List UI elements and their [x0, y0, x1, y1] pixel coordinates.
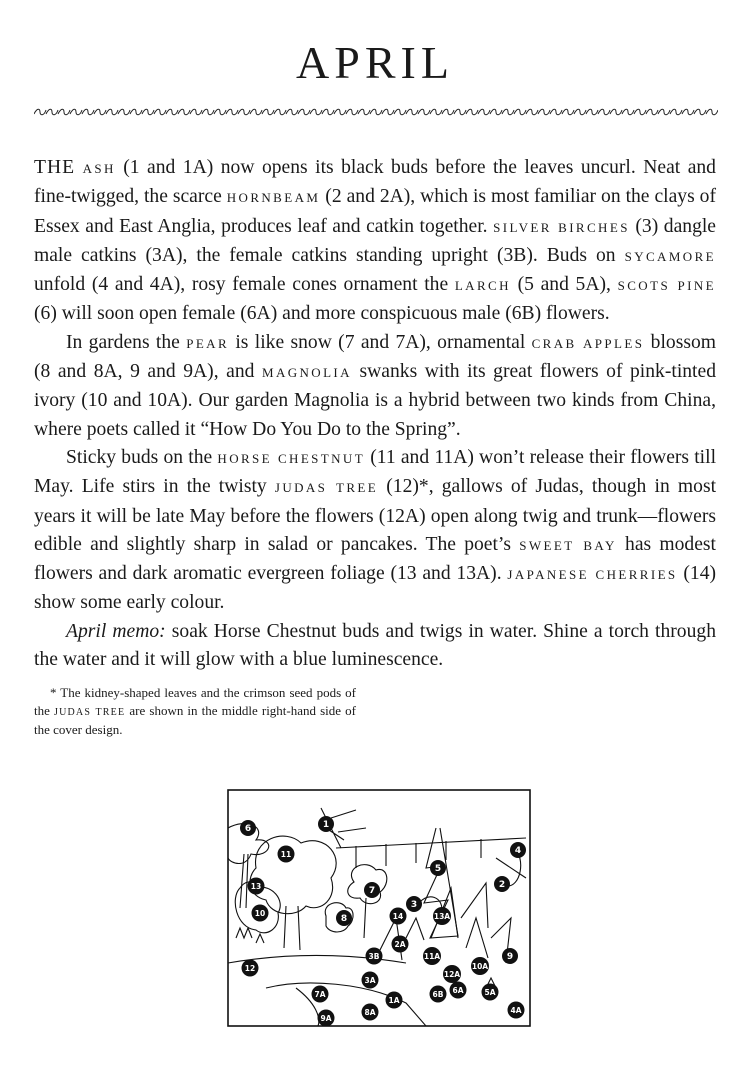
- species-sweet-bay: SWEET BAY: [519, 537, 617, 553]
- ornament-flourish: [370, 109, 382, 115]
- ornament-flourish: [490, 109, 502, 115]
- marker-label: 4: [514, 846, 522, 857]
- ornament-flourish: [502, 109, 514, 115]
- marker-label: 6: [244, 824, 252, 835]
- marker-label: 9: [506, 952, 514, 963]
- ornament-flourish: [46, 109, 58, 115]
- ornament-flourish: [190, 109, 202, 115]
- ornament-flourish: [394, 109, 406, 115]
- ornament-flourish: [358, 109, 370, 115]
- species-silver-birches: SILVER BIRCHES: [493, 219, 630, 235]
- marker-label: 12A: [443, 970, 461, 980]
- ornament-flourish: [706, 109, 718, 115]
- ornament-flourish: [682, 109, 694, 115]
- ornament-flourish: [214, 109, 226, 115]
- ornament-flourish: [418, 109, 430, 115]
- species-japanese-cherries: JAPANESE CHERRIES: [507, 567, 678, 583]
- species-judas-tree: JUDAS TREE: [274, 480, 379, 496]
- ornament-flourish: [298, 109, 310, 115]
- marker-label: 13A: [433, 912, 451, 922]
- marker-label: 12: [244, 964, 256, 974]
- ornament-flourish: [58, 109, 70, 115]
- marker-label: 3B: [368, 952, 380, 962]
- species-crab-apples: CRAB APPLES: [531, 335, 645, 351]
- paragraph-trees: THE ASH (1 and 1A) now opens its black buds before the leaves uncurl. Neat and fine-twigged, the scarce HORNBEAM (2 and 2A), which is most familiar on the clays of Essex and East Anglia, produces leaf and catkin together. SILVER BIRCHES (3) dangle male catkins (3A), the female catkins standing upright (3B). Buds on SYCAMORE unfold (4 and 4A), rosy female cones ornament the LARCH (5 and 5A), SCOTS PINE (6) will soon open female (6A) and more conspicuous male (6B) flowers.: [34, 157, 717, 325]
- species-larch: LARCH: [454, 278, 511, 294]
- ornament-flourish: [34, 109, 46, 115]
- marker-label: 11: [280, 850, 292, 860]
- marker-label: 14: [392, 912, 404, 922]
- garden-illustration: [226, 788, 532, 1028]
- species-horse-chestnut: HORSE CHESTNUT: [217, 450, 366, 466]
- species-pear: PEAR: [186, 335, 230, 351]
- ornament-flourish: [478, 109, 490, 115]
- ornament-flourish: [286, 109, 298, 115]
- ornament-flourish: [310, 109, 322, 115]
- ornament-flourish: [646, 109, 658, 115]
- ornament-flourish: [430, 109, 442, 115]
- ornament-flourish: [262, 109, 274, 115]
- memo-label: April memo:: [66, 620, 166, 642]
- marker-label: 1A: [388, 996, 400, 1006]
- ornament-flourish: [406, 109, 418, 115]
- marker-label: 7A: [314, 990, 326, 1000]
- ornament-flourish: [550, 109, 562, 115]
- ornament-flourish: [106, 109, 118, 115]
- marker-label: 2A: [394, 940, 406, 950]
- ornament-flourish: [82, 109, 94, 115]
- marker-label: 11A: [423, 952, 441, 962]
- footnote: * The kidney-shaped leaves and the crimson seed pods of the JUDAS TREE are shown in the middle right-hand side of the cover design.: [34, 685, 356, 738]
- marker-label: 10: [254, 909, 266, 919]
- ornament-flourish: [562, 109, 574, 115]
- marker-label: 6A: [452, 986, 464, 996]
- marker-label: 5A: [484, 988, 496, 998]
- page-title: APRIL: [296, 37, 454, 88]
- ornament-flourish: [574, 109, 586, 115]
- marker-label: 4A: [510, 1006, 522, 1016]
- ornament-flourish: [466, 109, 478, 115]
- ornament-flourish: [538, 109, 550, 115]
- ornament-flourish: [694, 109, 706, 115]
- ornament-flourish: [442, 109, 454, 115]
- marker-label: 1: [322, 820, 330, 831]
- ornament-flourish: [598, 109, 610, 115]
- ornament-flourish: [670, 109, 682, 115]
- marker-label: 8: [340, 914, 348, 925]
- ornament-flourish: [586, 109, 598, 115]
- ornament-flourish: [178, 109, 190, 115]
- marker-label: 13: [250, 882, 262, 892]
- ornament-flourish: [142, 109, 154, 115]
- species-scots-pine: SCOTS PINE: [617, 278, 716, 294]
- ornament-flourish: [226, 109, 238, 115]
- ornament-flourish: [454, 109, 466, 115]
- marker-label: 7: [368, 886, 376, 897]
- lead-word: THE: [34, 157, 76, 178]
- marker-label: 3A: [364, 976, 376, 986]
- ornament-flourish: [70, 109, 82, 115]
- ornament-flourish: [514, 109, 526, 115]
- species-magnolia: MAGNOLIA: [261, 365, 352, 381]
- marker-label: 3: [410, 900, 418, 911]
- ornament-flourish: [346, 109, 358, 115]
- ornament-flourish: [382, 109, 394, 115]
- paragraph-memo: April memo: soak Horse Chestnut buds and twigs in water. Shine a torch through the water and it will glow with a blue luminescence.: [34, 620, 716, 671]
- ornament-flourish: [130, 109, 142, 115]
- marker-label: 8A: [364, 1008, 376, 1018]
- ornament-flourish: [94, 109, 106, 115]
- species-ash: ASH: [82, 161, 116, 176]
- marker-label: 5: [434, 864, 442, 875]
- ornament-flourish: [526, 109, 538, 115]
- ornament-flourish: [334, 109, 346, 115]
- ornament-flourish: [622, 109, 634, 115]
- ornament-flourish: [658, 109, 670, 115]
- ornament-flourish: [274, 109, 286, 115]
- species-sycamore: SYCAMORE: [624, 248, 716, 264]
- article-body: [34, 154, 716, 674]
- footnote-judas-tree: JUDAS TREE: [54, 706, 126, 718]
- ornament-flourish: [166, 109, 178, 115]
- paragraph-buds: Sticky buds on the HORSE CHESTNUT (11 and 11A) won’t release their flowers till May. Life stirs in the twisty JUDAS TREE (12)*, gallows of Judas, though in most years it will be late May before the flowers (12A) open along twig and trunk—flowers edible and slightly sharp in salad or pancakes. The poet’s SWEET BAY has modest flowers and dark aromatic evergreen foliage (13 and 13A). JAPANESE CHERRIES (14) show some early colour.: [34, 446, 717, 614]
- ornament-flourish: [250, 109, 262, 115]
- ornament-flourish: [118, 109, 130, 115]
- species-hornbeam: HORNBEAM: [226, 190, 321, 206]
- marker-label: 10A: [471, 962, 489, 972]
- marker-label: 6B: [432, 990, 444, 1000]
- paragraph-gardens: In gardens the PEAR is like snow (7 and 7A), ornamental CRAB APPLES blossom (8 and 8A, 9 and 9A), and MAGNOLIA swanks with its great flowers of pink-tinted ivory (10 and 10A). Our garden Magnolia is a hybrid between two kinds from China, where poets called it “How Do You Do to the Spring”.: [34, 331, 716, 440]
- ornament-flourish: [202, 109, 214, 115]
- ornament-flourish: [322, 109, 334, 115]
- ornament-flourish: [610, 109, 622, 115]
- ornament-flourish: [238, 109, 250, 115]
- ornamental-divider: [34, 104, 718, 120]
- marker-label: 9A: [320, 1014, 332, 1024]
- ornament-flourish: [154, 109, 166, 115]
- ornament-flourish: [634, 109, 646, 115]
- marker-label: 2: [498, 880, 506, 891]
